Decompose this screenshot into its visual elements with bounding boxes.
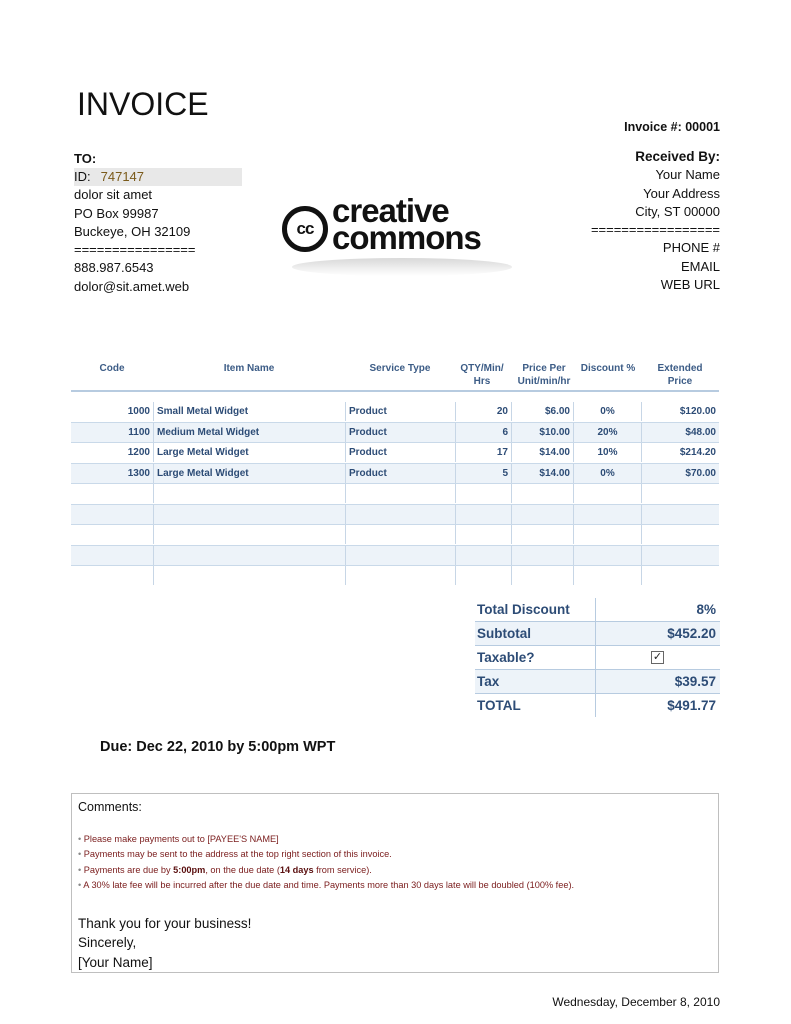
thanks-line: Thank you for your business! bbox=[78, 916, 252, 931]
header-service: Service Type bbox=[369, 363, 431, 374]
comment-item: • Payments are due by 5:00pm, on the due date (14 days from service). bbox=[78, 863, 574, 878]
comments-title: Comments: bbox=[78, 800, 142, 814]
page-title: INVOICE bbox=[77, 86, 209, 122]
page-date: Wednesday, December 8, 2010 bbox=[552, 995, 720, 1009]
table-row-empty[interactable] bbox=[71, 484, 719, 505]
cell-qty[interactable]: 5 bbox=[455, 464, 511, 483]
recv-line: Your Name bbox=[655, 167, 720, 183]
header-qty: QTY/Min/ Hrs bbox=[460, 363, 504, 387]
cell-item[interactable]: Large Metal Widget bbox=[153, 443, 345, 462]
comments-box[interactable] bbox=[71, 793, 719, 973]
closing bbox=[78, 914, 251, 972]
total-discount-label: Total Discount bbox=[477, 602, 570, 617]
items-table bbox=[71, 358, 719, 586]
to-line: dolor sit amet bbox=[74, 187, 153, 203]
id-value: 747147 bbox=[100, 169, 145, 185]
table-row[interactable] bbox=[71, 423, 719, 444]
cell-price[interactable]: $6.00 bbox=[511, 402, 573, 421]
cell-code[interactable]: 1300 bbox=[127, 467, 150, 479]
to-line: dolor@sit.amet.web bbox=[74, 278, 190, 294]
cell-extended[interactable]: $70.00 bbox=[641, 464, 719, 483]
table-row-empty[interactable] bbox=[71, 546, 719, 567]
cell-code[interactable]: 1200 bbox=[127, 447, 150, 458]
comment-item: • A 30% late fee will be incurred after the due date and time. Payments more than 30 days late will be doubled (100% fee). bbox=[78, 878, 574, 893]
subtotal-label: Subtotal bbox=[477, 626, 531, 641]
cell-discount[interactable]: 10% bbox=[573, 443, 641, 462]
total-row bbox=[475, 694, 720, 717]
total-value: $491.77 bbox=[667, 698, 716, 713]
to-line: Buckeye, OH 32109 bbox=[74, 223, 191, 239]
invoice-number: Invoice #: 00001 bbox=[624, 120, 720, 134]
cell-discount[interactable]: 0% bbox=[573, 402, 641, 421]
table-row-empty[interactable] bbox=[71, 525, 719, 546]
cell-qty[interactable]: 20 bbox=[455, 402, 511, 421]
signature-name: [Your Name] bbox=[78, 954, 153, 970]
header-code: Code bbox=[99, 363, 125, 374]
received-by-label: Received By: bbox=[635, 149, 720, 164]
cell-price[interactable]: $10.00 bbox=[511, 423, 573, 442]
cell-qty[interactable]: 6 bbox=[455, 423, 511, 442]
header-item: Item Name bbox=[223, 363, 275, 374]
to-line: 888.987.6543 bbox=[74, 260, 154, 276]
subtotal-row bbox=[475, 622, 720, 646]
header-discount: Discount % bbox=[580, 363, 636, 374]
cell-price[interactable]: $14.00 bbox=[511, 464, 573, 483]
table-row[interactable] bbox=[71, 464, 719, 485]
total-discount-value: 8% bbox=[696, 602, 716, 617]
comment-item: • Please make payments out to [PAYEE'S NAME] bbox=[78, 832, 574, 847]
table-row[interactable] bbox=[71, 402, 719, 423]
total-discount-row bbox=[475, 598, 720, 622]
total-label: TOTAL bbox=[477, 698, 521, 713]
totals-table bbox=[475, 598, 720, 717]
to-label: TO: bbox=[74, 151, 97, 166]
table-row[interactable] bbox=[71, 443, 719, 464]
cell-item[interactable]: Small Metal Widget bbox=[153, 402, 345, 421]
sincerely-line: Sincerely, bbox=[78, 935, 137, 951]
logo-text: creative commons bbox=[332, 192, 481, 256]
subtotal-value: $452.20 bbox=[667, 626, 716, 641]
recv-line: Your Address bbox=[643, 185, 720, 201]
cc-badge-icon: cc bbox=[282, 206, 328, 252]
to-block bbox=[74, 150, 242, 296]
cell-service[interactable]: Product bbox=[345, 402, 455, 421]
cell-item[interactable]: Large Metal Widget bbox=[153, 464, 345, 483]
cell-service[interactable]: Product bbox=[345, 443, 455, 462]
table-row-empty[interactable] bbox=[71, 566, 719, 586]
cell-discount[interactable]: 0% bbox=[573, 464, 641, 483]
header-price: Price Per Unit/min/hr bbox=[517, 363, 571, 387]
taxable-row bbox=[475, 646, 720, 670]
logo-reflection bbox=[292, 258, 512, 276]
id-label: ID: bbox=[74, 169, 91, 185]
recv-line: City, ST 00000 bbox=[635, 203, 720, 219]
tax-row bbox=[475, 670, 720, 694]
recv-line: ================= bbox=[590, 222, 720, 238]
recv-line: WEB URL bbox=[660, 277, 720, 293]
comment-item: • Payments may be sent to the address at the top right section of this invoice. bbox=[78, 847, 574, 862]
cell-extended[interactable]: $120.00 bbox=[641, 402, 719, 421]
to-line: ================ bbox=[74, 242, 196, 258]
tax-label: Tax bbox=[477, 674, 500, 689]
cell-extended[interactable]: $214.20 bbox=[641, 443, 719, 462]
cell-discount[interactable]: 20% bbox=[573, 423, 641, 442]
cell-extended[interactable]: $48.00 bbox=[641, 423, 719, 442]
due-date: Due: Dec 22, 2010 by 5:00pm WPT bbox=[100, 739, 336, 755]
cell-service[interactable]: Product bbox=[345, 464, 455, 483]
to-line: PO Box 99987 bbox=[74, 205, 159, 221]
taxable-checkbox[interactable]: ✓ bbox=[652, 651, 663, 663]
cell-code[interactable]: 1000 bbox=[127, 406, 150, 417]
taxable-label: Taxable? bbox=[477, 650, 535, 665]
cell-item[interactable]: Medium Metal Widget bbox=[153, 423, 345, 442]
received-by-block bbox=[591, 148, 720, 294]
recv-line: EMAIL bbox=[680, 258, 720, 274]
table-row-empty[interactable] bbox=[71, 505, 719, 526]
recv-line: PHONE # bbox=[662, 240, 720, 256]
table-header bbox=[71, 358, 719, 390]
cell-code[interactable]: 1100 bbox=[128, 426, 150, 438]
cell-service[interactable]: Product bbox=[345, 423, 455, 442]
id-field[interactable] bbox=[74, 168, 242, 186]
cell-qty[interactable]: 17 bbox=[455, 443, 511, 462]
comments-list bbox=[78, 832, 574, 893]
header-extended: Extended Price bbox=[657, 363, 703, 387]
tax-value: $39.57 bbox=[674, 674, 716, 689]
creative-commons-logo bbox=[282, 192, 522, 282]
cell-price[interactable]: $14.00 bbox=[511, 443, 573, 462]
